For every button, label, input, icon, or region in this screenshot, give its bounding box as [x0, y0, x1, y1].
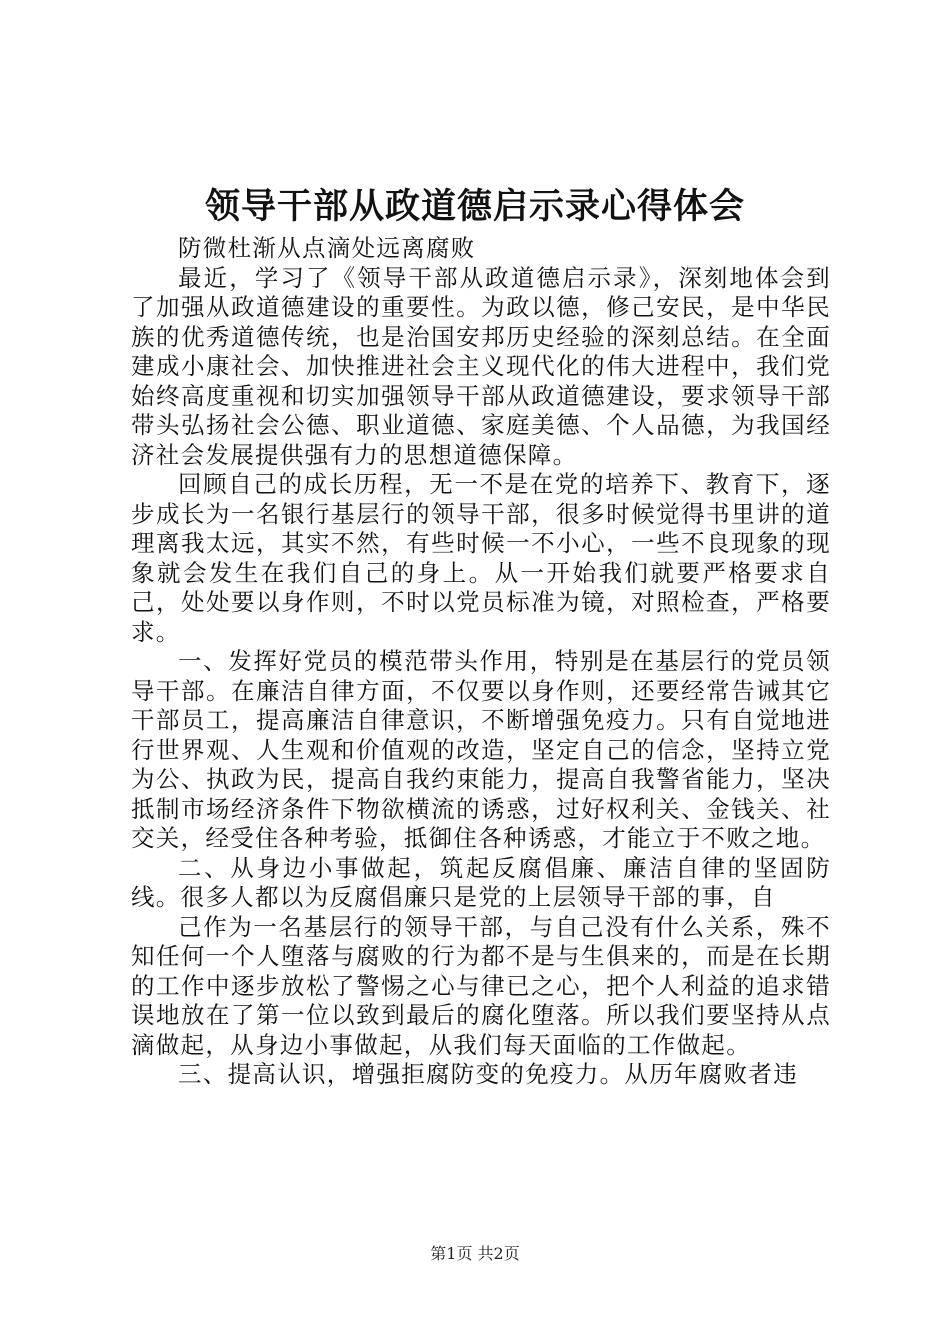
body-paragraph: 二、从身边小事做起，筑起反腐倡廉、廉洁自律的坚固防线。很多人都以为反腐倡廉只是党的上层领导干部的事，自: [131, 853, 831, 911]
document-title: 领导干部从政道德启示录心得体会: [204, 186, 745, 227]
page-number-footer: 第1页 共2页: [430, 1244, 520, 1263]
subtitle-paragraph: 防微杜渐从点滴处远离腐败: [178, 234, 476, 262]
document-body: [131, 234, 831, 1090]
body-paragraph: 三、提高认识，增强拒腐防变的免疫力。从历年腐败者违: [178, 1060, 798, 1088]
body-paragraph: 一、发挥好党员的模范带头作用，特别是在基层行的党员领导干部。在廉洁自律方面，不仅要以身作则，还要经常告诫其它干部员工，提高廉洁自律意识，不断增强免疫力。只有自觉地进行世界观、人生观和价值观的改造，坚定自己的信念，坚持立党为公、执政为民，提高自我约束能力，提高自我警省能力，坚决抵制市场经济条件下物欲横流的诱惑，过好权利关、金钱关、社交关，经受住各种考验，抵御住各种诱惑，才能立于不败之地。: [131, 647, 831, 852]
body-paragraph: 己作为一名基层行的领导干部，与自己没有什么关系，殊不知任何一个人堕落与腐败的行为都不是与生俱来的，而是在长期的工作中逐步放松了警惕之心与律已之心，把个人利益的追求错误地放在了第一位以致到最后的腐化堕落。所以我们要坚持从点滴做起，从身边小事做起，从我们每天面临的工作做起。: [131, 912, 831, 1059]
body-paragraph: 回顾自己的成长历程，无一不是在党的培养下、教育下，逐步成长为一名银行基层行的领导干部，很多时候觉得书里讲的道理离我太远，其实不然，有些时候一不小心，一些不良现象的现象就会发生在我们自己的身上。从一开始我们就要严格要求自己，处处要以身作则，不时以党员标准为镜，对照检查，严格要求。: [131, 470, 831, 646]
body-paragraph: 最近，学习了《领导干部从政道德启示录》，深刻地体会到了加强从政道德建设的重要性。为政以德，修己安民，是中华民族的优秀道德传统，也是治国安邦历史经验的深刻总结。在全面建成小康社会、加快推进社会主义现代化的伟大进程中，我们党始终高度重视和切实加强领导干部从政道德建设，要求领导干部带头弘扬社会公德、职业道德、家庭美德、个人品德，为我国经济社会发展提供强有力的思想道德保障。: [131, 263, 831, 469]
